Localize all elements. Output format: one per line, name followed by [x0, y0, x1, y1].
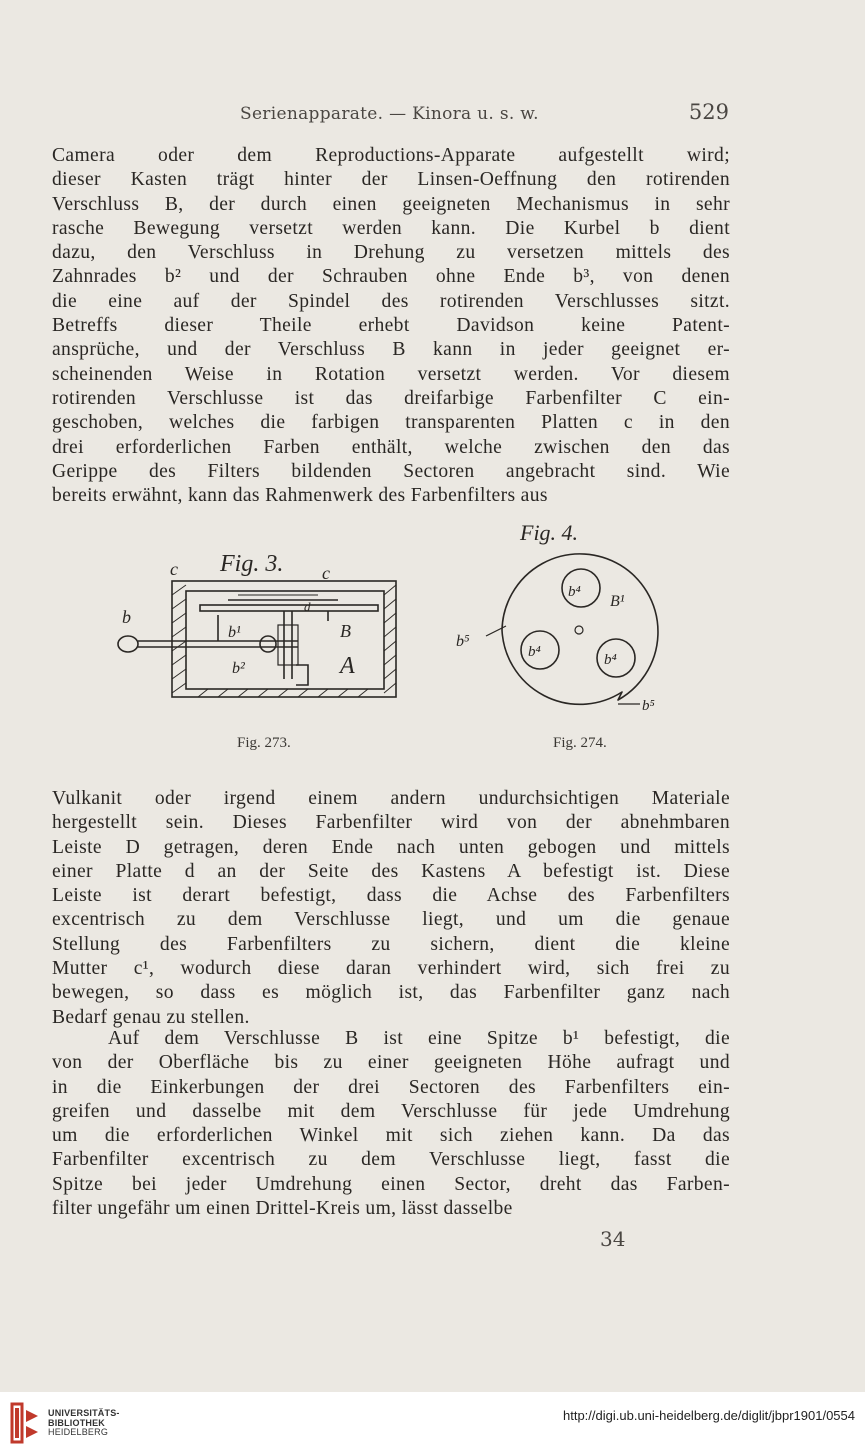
paragraph-1 — [52, 144, 730, 508]
text-line: Bedarf genau zu stellen. — [52, 1006, 250, 1028]
text-line: rotirenden Verschlusse ist das dreifarbige Farbenfilter C ein- — [52, 387, 730, 409]
source-url-link[interactable]: http://digi.ub.uni-heidelberg.de/diglit/jbpr1901/0554 — [563, 1408, 855, 1423]
text-line: dieser Kasten trägt hinter der Linsen-Oeffnung den rotirenden — [52, 169, 730, 191]
text-line: Verschluss B, der durch einen geeigneten Mechanismus in sehr — [52, 193, 730, 215]
label-b4-top: b⁴ — [568, 584, 581, 600]
label-b4-left: b⁴ — [528, 644, 541, 660]
library-name — [48, 1409, 120, 1438]
label-b5-bottom: b⁵ — [642, 698, 655, 714]
text-line: Stellung des Farbenfilters zu sichern, dient die kleine — [52, 933, 730, 955]
text-line: Gerippe des Filters bildenden Sectoren angebracht sind. Wie — [52, 460, 730, 482]
filter-disc — [502, 554, 658, 704]
text-line: Leiste ist derart befestigt, dass die Achse des Farbenfilters — [52, 885, 730, 907]
text-line: excentrisch zu dem Verschlusse liegt, und um die genaue — [52, 909, 730, 931]
caption-fig-273: Fig. 273. — [237, 735, 291, 751]
text-line: in die Einkerbungen der drei Sectoren des Farbenfilters ein- — [52, 1076, 730, 1098]
text-line: Vulkanit oder irgend einem andern undurchsichtigen Materiale — [52, 788, 730, 809]
text-line: bewegen, so dass es möglich ist, das Farbenfilter ganz nach — [52, 982, 730, 1004]
label-B1: B¹ — [610, 593, 625, 610]
label-A: A — [340, 653, 355, 679]
text-line: hergestellt sein. Dieses Farbenfilter wird von der abnehmbaren — [52, 812, 730, 834]
paragraph-2 — [52, 787, 730, 1030]
library-line-3: HEIDELBERG — [48, 1427, 109, 1437]
label-b4-right: b⁴ — [604, 652, 617, 668]
text-line: ansprüche, und der Verschluss B kann in jeder geeignet er- — [52, 339, 730, 361]
text-line: geschoben, welches die farbigen transparenten Platten c in den — [52, 412, 730, 434]
label-b1: b¹ — [228, 624, 241, 641]
label-b2: b² — [232, 660, 245, 677]
caption-fig-274: Fig. 274. — [553, 735, 607, 751]
label-b: b — [122, 607, 131, 627]
footer-bar — [0, 1392, 865, 1454]
gear-wheel — [260, 636, 276, 652]
figure-273 — [108, 545, 408, 715]
text-line: rasche Bewegung versetzt werden kann. Die Kurbel b dient — [52, 217, 730, 239]
figure-274 — [450, 510, 680, 720]
label-B: B — [340, 621, 351, 641]
text-line: drei erforderlichen Farben enthält, welche zwischen den das — [52, 436, 730, 458]
library-line-1: UNIVERSITÄTS- — [48, 1408, 120, 1418]
page-number: 529 — [688, 100, 729, 124]
running-title: Serienapparate. — Kinora u. s. w. — [240, 104, 539, 124]
paragraph-3 — [52, 1027, 730, 1221]
fig-title: Fig. 3. — [220, 551, 284, 577]
text-line: Zahnrades b² und der Schrauben ohne Ende b³, von denen — [52, 266, 730, 288]
text-line: von der Oberfläche bis zu einer geeigneten Höhe aufragt und — [52, 1052, 730, 1074]
crank-handle — [118, 636, 138, 652]
label-c-right: c — [322, 563, 330, 583]
text-line: Farbenfilter excentrisch zu dem Verschlusse liegt, fasst die — [52, 1149, 730, 1171]
filter-center — [575, 626, 583, 634]
running-head — [52, 100, 729, 130]
text-line: einer Platte d an der Seite des Kastens A befestigt ist. Diese — [52, 860, 730, 882]
text-line: filter ungefähr um einen Drittel-Kreis um, lässt dasselbe — [52, 1198, 513, 1220]
text-line: Leiste D getragen, deren Ende nach unten gebogen und mittels — [52, 836, 730, 858]
label-c-left: c — [170, 559, 178, 579]
text-line: Spitze bei jeder Umdrehung einen Sector, dreht das Farben- — [52, 1173, 730, 1195]
library-logo-icon[interactable] — [8, 1402, 42, 1444]
text-line: dazu, den Verschluss in Drehung zu versetzen mittels des — [52, 242, 730, 264]
label-b5-left: b⁵ — [456, 633, 470, 650]
label-d: d — [304, 599, 311, 614]
library-line-2: BIBLIOTHEK — [48, 1417, 105, 1428]
text-line: Camera oder dem Reproductions-Apparate aufgestellt wird; — [52, 145, 730, 166]
text-line: scheinenden Weise in Rotation versetzt werden. Vor diesem — [52, 363, 730, 385]
signature-mark: 34 — [600, 1227, 626, 1251]
text-line: um die erforderlichen Winkel mit sich ziehen kann. Da das — [52, 1125, 730, 1147]
text-line: Auf dem Verschlusse B ist eine Spitze b¹ befestigt, die — [108, 1028, 730, 1049]
text-line: greifen und dasselbe mit dem Verschlusse für jede Umdrehung — [52, 1100, 730, 1122]
text-line: Mutter c¹, wodurch diese daran verhindert wird, sich frei zu — [52, 958, 730, 980]
fig-title: Fig. 4. — [520, 520, 579, 545]
text-line: die eine auf der Spindel des rotirenden Verschlusses sitzt. — [52, 290, 730, 312]
text-line: Betreffs dieser Theile erhebt Davidson keine Patent- — [52, 315, 730, 337]
shutter-plate — [200, 605, 378, 611]
text-line: bereits erwähnt, kann das Rahmenwerk des Farbenfilters aus — [52, 485, 548, 507]
